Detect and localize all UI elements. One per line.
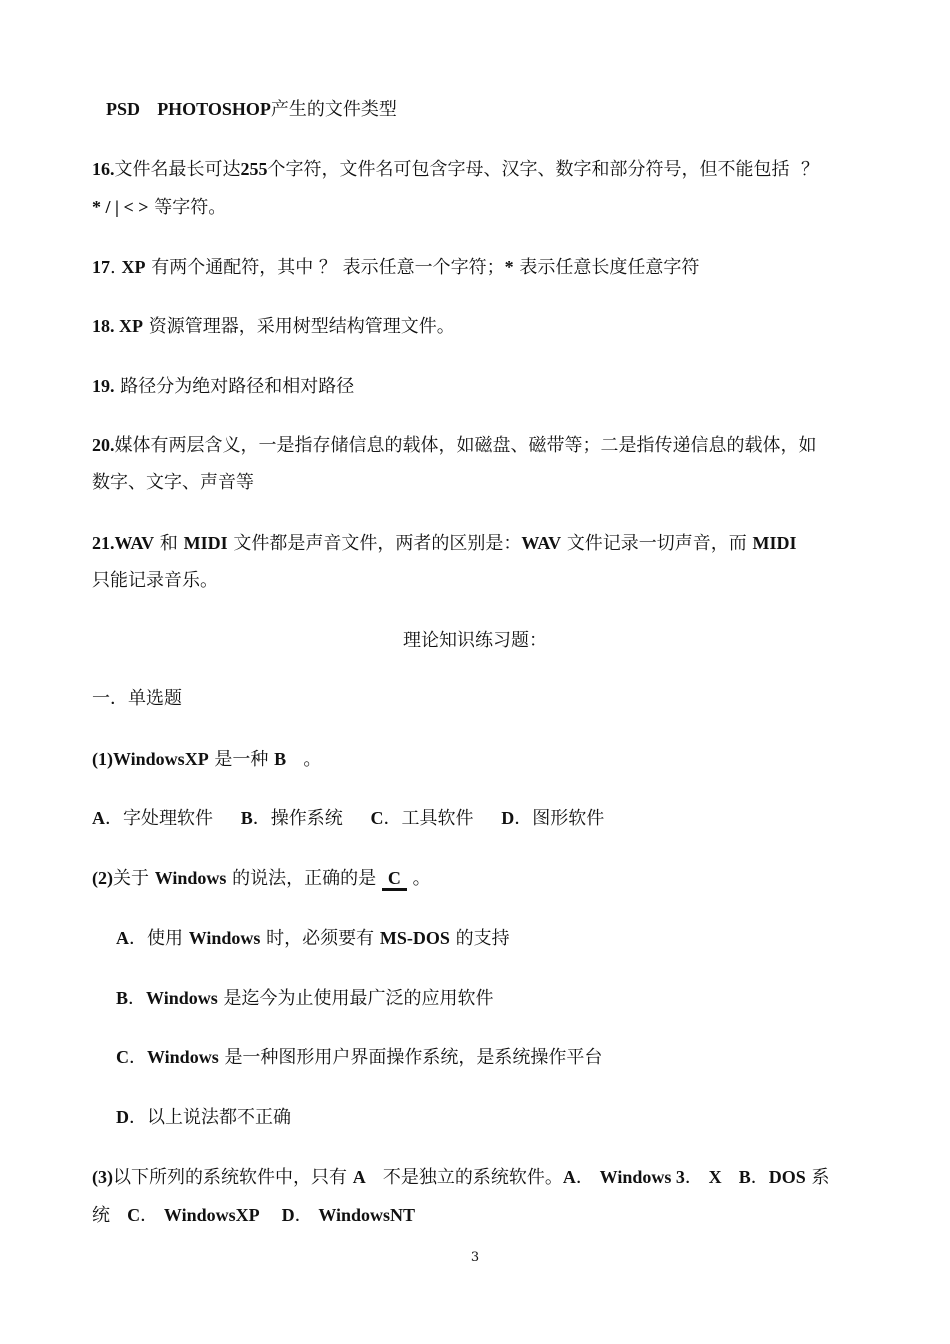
item-20-line1: 20.媒体有两层含义，一是指存储信息的载体，如磁盘、磁带等；二是指传递信息的载体，如 <box>92 435 817 456</box>
question-1: (1)WindowsXP 是一种 B 。 <box>92 749 322 770</box>
answer-underline: C <box>382 868 407 891</box>
question-2: (2)关于 Windows 的说法，正确的是 C 。 <box>92 868 431 889</box>
item-17: 17. XP 有两个通配符，其中 ？ 表示任意一个字符；* 表示任意长度任意字符 <box>92 257 700 278</box>
question-2-option-d: D．以上说法都不正确 <box>116 1107 291 1128</box>
subsection-heading: 一．单选题 <box>92 688 182 709</box>
question-2-option-c: C．Windows 是一种图形用户界面操作系统，是系统操作平台 <box>116 1047 603 1068</box>
item-psd: PSD PHOTOSHOP产生的文件类型 <box>106 99 397 120</box>
item-16-line1: 16.文件名最长可达255个字符，文件名可包含字母、汉字、数字和部分符号，但不能包括 ？ <box>92 159 819 180</box>
item-16-line2: * / | < > 等字符。 <box>92 197 227 218</box>
item-21-line1: 21.WAV 和 MIDI 文件都是声音文件，两者的区别是：WAV 文件记录一切声音，而 MIDI <box>92 533 797 554</box>
question-1-options: A．字处理软件 B．操作系统 C．工具软件 D．图形软件 <box>92 808 605 829</box>
item-21-line2: 只能记录音乐。 <box>92 570 218 591</box>
item-19: 19. 路径分为绝对路径和相对路径 <box>92 376 355 397</box>
question-2-option-b: B．Windows 是迄今为止使用最广泛的应用软件 <box>116 988 494 1009</box>
question-3-line2: 统 C． WindowsXP D． WindowsNT <box>92 1205 416 1226</box>
page-number: 3 <box>470 1250 480 1265</box>
item-20-line2: 数字、文字、声音等 <box>92 472 254 493</box>
section-heading: 理论知识练习题： <box>403 630 547 651</box>
item-18: 18. XP 资源管理器，采用树型结构管理文件。 <box>92 316 455 337</box>
question-3-line1: (3)以下所列的系统软件中，只有 A 不是独立的系统软件。A． Windows 3． X B．DOS 系 <box>92 1167 830 1188</box>
question-2-option-a: A．使用 Windows 时，必须要有 MS-DOS 的支持 <box>116 928 510 949</box>
